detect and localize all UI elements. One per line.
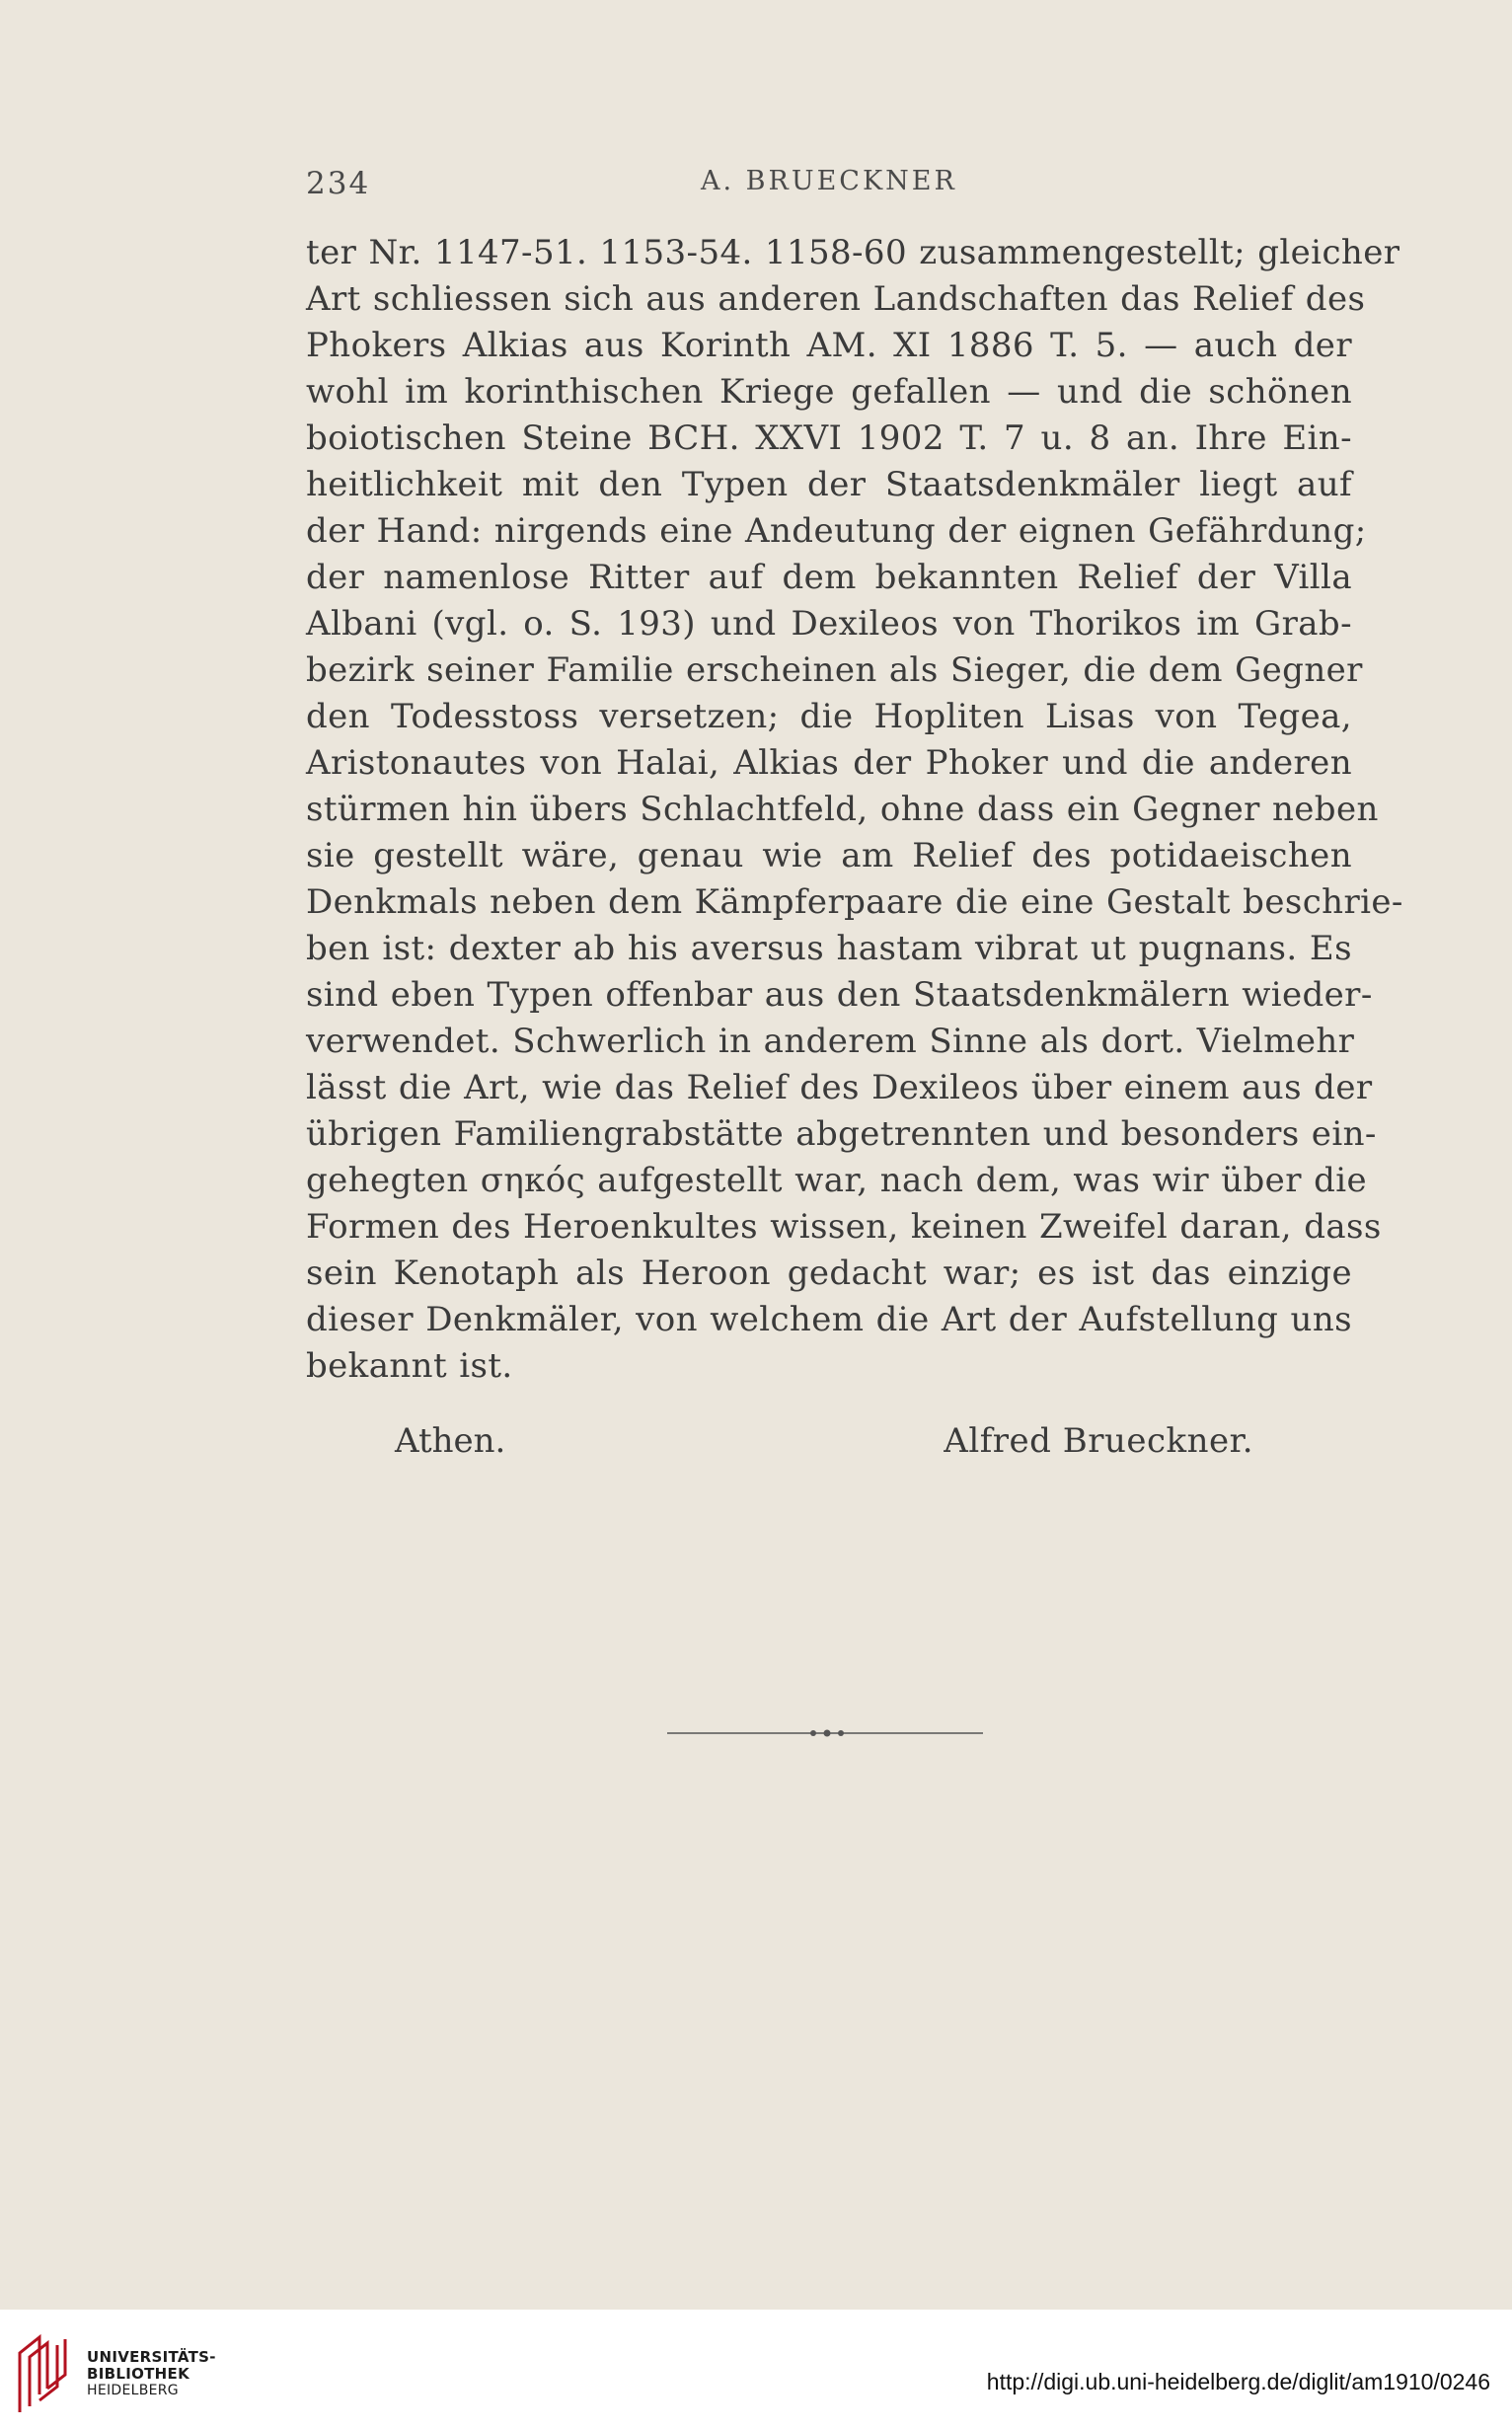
- text-line: der Hand: nirgends eine Andeutung der eignen Gefährdung;: [306, 511, 1367, 551]
- signature-place: Athen.: [395, 1421, 506, 1461]
- text-line: Albani (vgl. o. S. 193) und Dexileos von Thorikos im Grab-: [306, 604, 1352, 644]
- text-line: heitlichkeit mit den Typen der Staatsdenkmäler liegt auf: [306, 465, 1352, 504]
- text-line: lässt die Art, wie das Relief des Dexileos über einem aus der: [306, 1068, 1373, 1107]
- text-line: sind eben Typen offenbar aus den Staatsdenkmälern wieder-: [306, 975, 1373, 1015]
- text-line: sein Kenotaph als Heroon gedacht war; es ist das einzige: [306, 1253, 1352, 1293]
- text-line: Aristonautes von Halai, Alkias der Phoker und die anderen: [306, 743, 1352, 783]
- running-head: A. BRUECKNER: [701, 166, 957, 196]
- text-line: stürmen hin übers Schlachtfeld, ohne dass ein Gegner neben: [306, 790, 1379, 829]
- text-line: gehegten σηκός aufgestellt war, nach dem, was wir über die: [306, 1161, 1368, 1200]
- source-url-link[interactable]: http://digi.ub.uni-heidelberg.de/diglit/am1910/0246: [986, 2369, 1490, 2394]
- library-name: [87, 2349, 216, 2399]
- text-line: der namenlose Ritter auf dem bekannten Relief der Villa: [306, 558, 1352, 597]
- signature-author: Alfred Brueckner.: [944, 1421, 1253, 1461]
- text-line: dieser Denkmäler, von welchem die Art der Aufstellung uns: [306, 1300, 1352, 1339]
- text-line: wohl im korinthischen Kriege gefallen — und die schönen: [306, 372, 1352, 412]
- text-line: Denkmals neben dem Kämpferpaare die eine Gestalt beschrie-: [306, 882, 1403, 922]
- signature-line: [395, 1421, 1253, 1471]
- library-logo-icon: [14, 2331, 71, 2414]
- text-line: boiotischen Steine BCH. XXVI 1902 T. 7 u. 8 an. Ihre Ein-: [306, 418, 1352, 458]
- page-number: 234: [306, 166, 371, 201]
- library-name-line: HEIDELBERG: [87, 2383, 179, 2398]
- text-line: übrigen Familiengrabstätte abgetrennten und besonders ein-: [306, 1114, 1377, 1154]
- text-line: ben ist: dexter ab his aversus hastam vibrat ut pugnans. Es: [306, 929, 1352, 968]
- text-line: Art schliessen sich aus anderen Landschaften das Relief des: [306, 279, 1366, 319]
- body-text: [306, 230, 1403, 1390]
- text-line: bezirk seiner Familie erscheinen als Sieger, die dem Gegner: [306, 650, 1363, 690]
- page-header: [306, 166, 1352, 205]
- library-name-line: BIBLIOTHEK: [87, 2365, 189, 2383]
- text-line: verwendet. Schwerlich in anderem Sinne als dort. Vielmehr: [306, 1022, 1355, 1061]
- end-ornament: [667, 1723, 983, 1743]
- text-line: bekannt ist.: [306, 1346, 513, 1386]
- text-line: ter Nr. 1147-51. 1153-54. 1158-60 zusammengestellt; gleicher: [306, 233, 1400, 272]
- library-footer: [0, 2310, 1512, 2430]
- library-name-line: UNIVERSITÄTS-: [87, 2348, 216, 2366]
- text-line: den Todesstoss versetzen; die Hopliten Lisas von Tegea,: [306, 697, 1352, 736]
- text-line: sie gestellt wäre, genau wie am Relief des potidaeischen: [306, 836, 1352, 875]
- text-line: Phokers Alkias aus Korinth AM. XI 1886 T. 5. — auch der: [306, 326, 1352, 365]
- text-line: Formen des Heroenkultes wissen, keinen Zweifel daran, dass: [306, 1207, 1382, 1247]
